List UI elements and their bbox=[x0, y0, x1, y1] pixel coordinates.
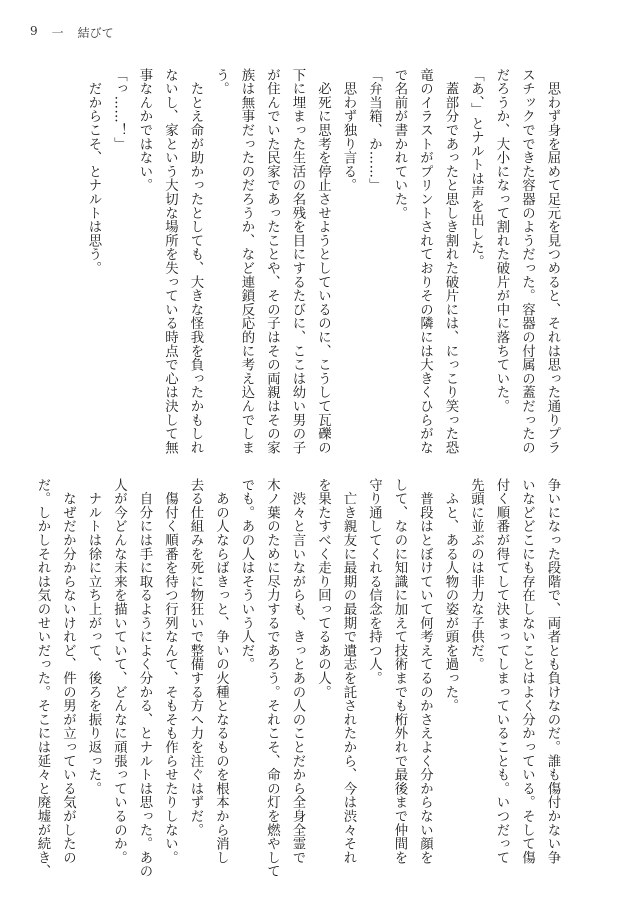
running-header bbox=[30, 24, 114, 41]
text-line: ないし、家という大切な場所を失っている時点で心は決して無 bbox=[162, 68, 178, 455]
text-line: 事なんかではない。 bbox=[137, 68, 152, 193]
chapter-mark: 一 bbox=[51, 26, 64, 40]
text-line: 普段はとぼけていて何考えてるのかさえよく分からない顔を bbox=[417, 478, 433, 865]
text-line: スチックでできた容器のようだった。容器の付属の蓋だったの bbox=[519, 68, 535, 455]
text-line: 「あ、」とナルトは声を出した。 bbox=[468, 68, 484, 269]
text-line: いなどどこにも存在しないことはよく分かっている。そして傷 bbox=[519, 478, 535, 865]
text-line: して、なのに知識に加えて技術までも桁外れで最後まで仲間を bbox=[392, 478, 407, 865]
text-line: だからこそ、とナルトは思う。 bbox=[86, 68, 101, 275]
text-line: 「弁当箱、か……」 bbox=[366, 68, 382, 193]
text-line: 先頭に並ぶのは非力な子供だ。 bbox=[468, 478, 484, 672]
text-line: う。 bbox=[213, 68, 229, 96]
text-line: たとえ命が助かったとしても、大きな怪我を負ったかもしれ bbox=[188, 68, 203, 455]
text-line: あの人ならばきっと、争いの火種となるものを根本から消し bbox=[213, 478, 229, 865]
text-line: を果たすべく走り回ってるあの人。 bbox=[315, 478, 331, 699]
text-line: 蓋部分であったと思しき割れた破片には、にっこり笑った恐 bbox=[443, 68, 458, 455]
text-line: なぜだか分からないけれど、件の男が立っている気がしたの bbox=[60, 478, 76, 865]
text-line: が住んでいた民家であったことや、その子はその両親はその家 bbox=[264, 68, 280, 455]
text-line: 思わず身を屈めて足元を見つめると、それは思った通りプラ bbox=[545, 68, 560, 455]
text-line: 思わず独り言る。 bbox=[341, 68, 356, 193]
chapter-title: 結びて bbox=[77, 26, 114, 40]
upper-text-block bbox=[55, 68, 565, 458]
text-line: 自分には手に取るようによく分かる、とナルトは思った。あの bbox=[137, 478, 152, 879]
text-line: 人が今どんな未来を描いていて、どんなに頑張っているのか。 bbox=[111, 478, 127, 865]
text-line: 傷付く順番を待つ行列なんて、そもそも作らせたりしない。 bbox=[162, 478, 178, 865]
text-line: 木ノ葉のために尽力するであろう。それこそ、命の灯を燃やして bbox=[264, 478, 280, 879]
text-line: ふと、ある人物の姿が頭を過った。 bbox=[443, 478, 458, 713]
text-line: 族は無事だったのだろうか、など連鎖反応的に考え込んでしま bbox=[239, 68, 254, 455]
text-line: だろうか、大小になって割れた破片が中に落ちていた。 bbox=[494, 68, 509, 413]
text-line: ナルトは徐に立ち上がって、後ろを振り返った。 bbox=[86, 478, 101, 796]
text-line: で名前が書かれていた。 bbox=[392, 68, 407, 220]
text-line: 下に埋まった生活の名残を目にするたびに、ここは幼い男の子 bbox=[290, 68, 305, 455]
text-line: 亡き親友に最期の最期で遺志を託されたから、今は渋々それ bbox=[341, 478, 356, 865]
text-line: 付く順番が得てして決まってしまっていることも。いつだって bbox=[494, 478, 509, 865]
text-line: 必死に思考を停止させようとしているのに、こうして瓦礫の bbox=[315, 68, 331, 455]
text-line: 争いになった段階で、両者とも負けなのだ。誰も傷付かない争 bbox=[545, 478, 560, 865]
text-line: 「っ……！」 bbox=[111, 68, 127, 151]
text-line: 守り通してくれる信念を持つ人。 bbox=[366, 478, 382, 685]
page-number: 9 bbox=[30, 24, 38, 38]
text-line: でも。あの人はそういう人だ。 bbox=[239, 478, 254, 672]
lower-text-block bbox=[35, 478, 565, 879]
text-line: だ。しかしそれは気のせいだった。そこには延々と廃墟が続き、 bbox=[35, 478, 50, 879]
text-line: 渋々と言いながらも、きっとあの人のことだから全身全霊で bbox=[290, 478, 305, 865]
text-line: 去る仕組みを死に物狂いで整備する方へ力を注ぐはずだ。 bbox=[188, 478, 203, 837]
text-line: 竜のイラストがプリントされておりその隣には大きくひらがな bbox=[417, 68, 433, 455]
